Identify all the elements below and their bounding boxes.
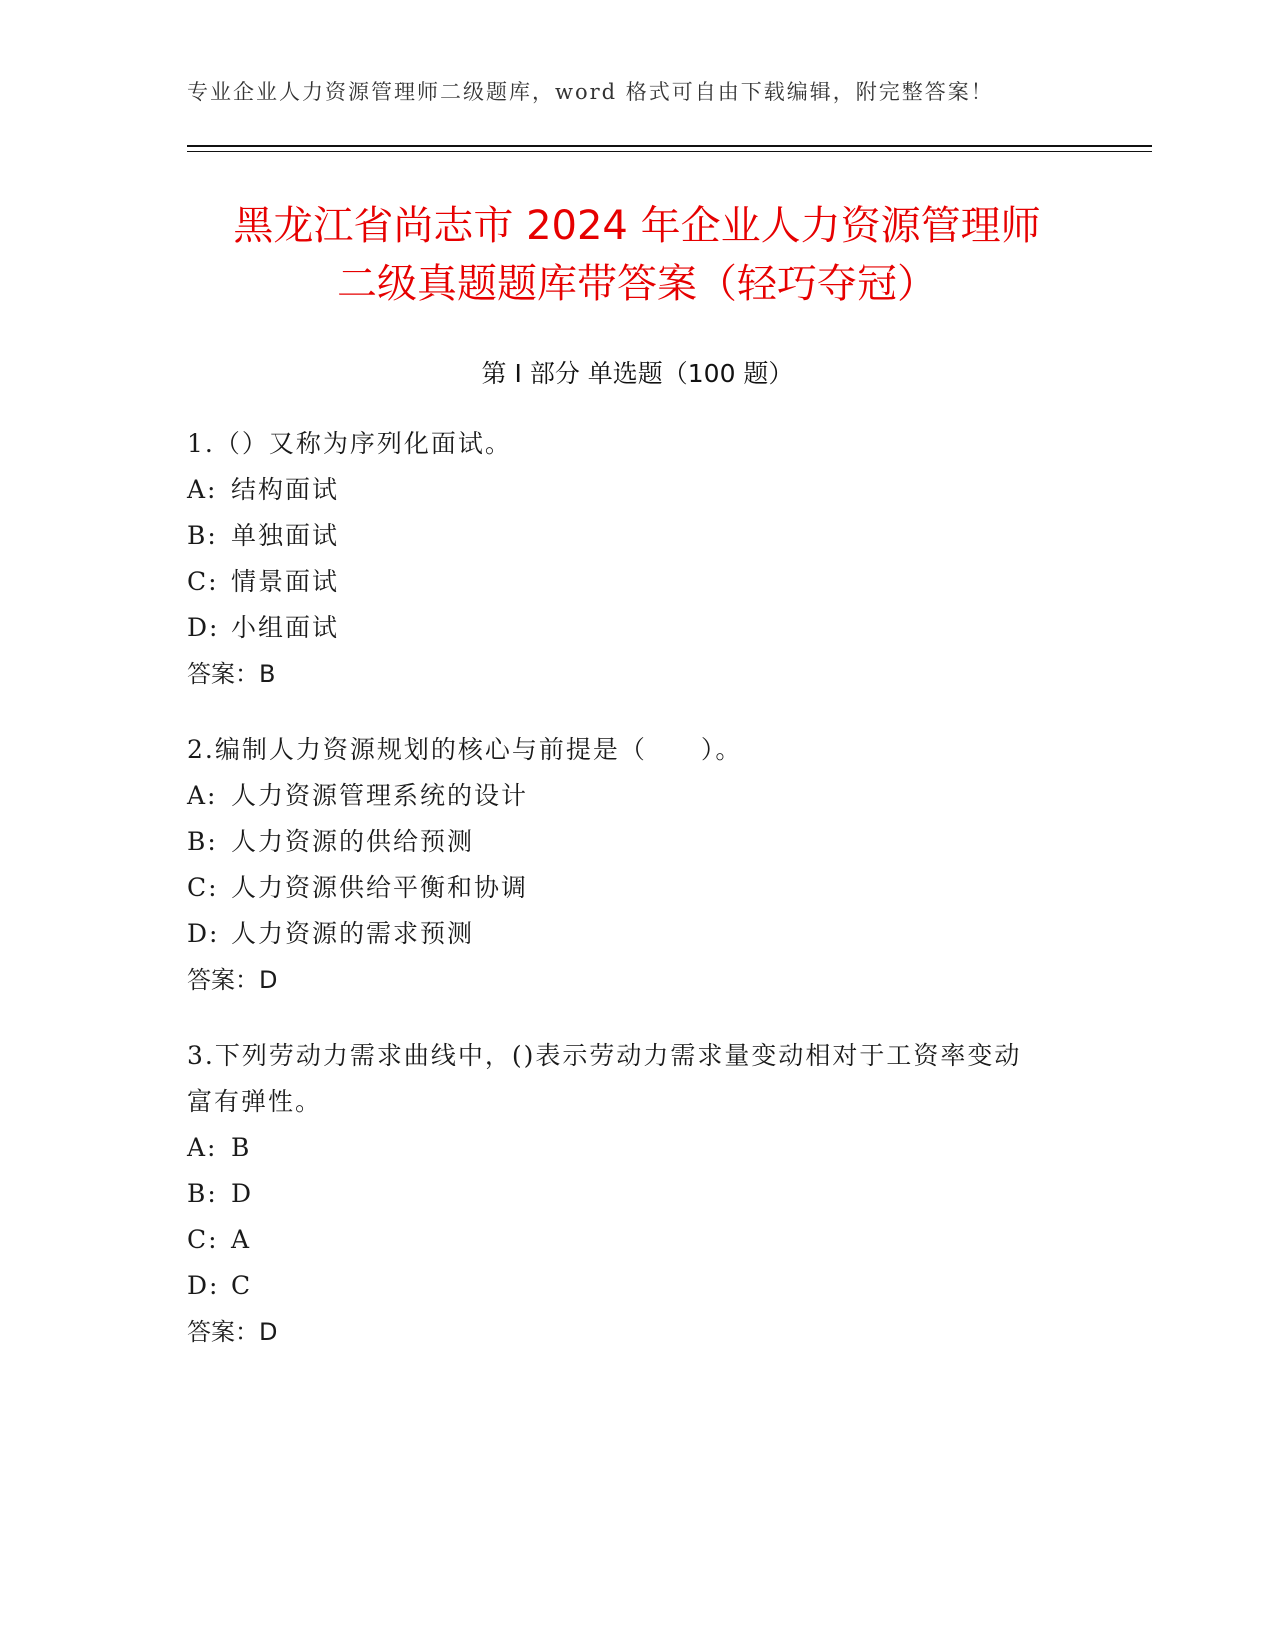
title-line-1: 黑龙江省尚志市 2024 年企业人力资源管理师 bbox=[233, 203, 1041, 249]
option-a bbox=[187, 1125, 1047, 1171]
option-text: 人力资源供给平衡和协调 bbox=[231, 873, 529, 902]
option-letter: D: bbox=[187, 919, 220, 948]
section-title: 第 I 部分 单选题（100 题） bbox=[481, 359, 794, 388]
option-text: 人力资源的供给预测 bbox=[231, 827, 475, 856]
header-rule-thick bbox=[187, 145, 1152, 147]
option-letter: C: bbox=[187, 1225, 219, 1254]
question-stem: 3.下列劳动力需求曲线中，()表示劳动力需求量变动相对于工资率变动富有弹性。 bbox=[187, 1041, 1022, 1116]
option-text: 结构面试 bbox=[231, 475, 340, 504]
question-3 bbox=[187, 1033, 1047, 1355]
option-d bbox=[187, 911, 1067, 957]
option-text: 人力资源的需求预测 bbox=[231, 919, 475, 948]
option-letter: C: bbox=[187, 873, 219, 902]
header-rule-thin bbox=[187, 151, 1152, 152]
option-letter: B: bbox=[187, 1179, 218, 1208]
question-1 bbox=[187, 421, 1067, 697]
question-stem: 1.（）又称为序列化面试。 bbox=[187, 429, 512, 458]
title-line-2: 二级真题题库带答案（轻巧夺冠） bbox=[337, 261, 937, 307]
option-text: D bbox=[231, 1179, 254, 1208]
answer: 答案：B bbox=[187, 660, 276, 688]
question-2 bbox=[187, 727, 1067, 1003]
option-letter: B: bbox=[187, 521, 218, 550]
option-letter: A: bbox=[187, 1133, 218, 1162]
option-a bbox=[187, 773, 1067, 819]
answer: 答案：D bbox=[187, 1318, 278, 1346]
option-text: 人力资源管理系统的设计 bbox=[231, 781, 529, 810]
option-letter: D: bbox=[187, 1271, 220, 1300]
option-c bbox=[187, 559, 1067, 605]
option-a bbox=[187, 467, 1067, 513]
answer: 答案：D bbox=[187, 966, 278, 994]
option-b bbox=[187, 513, 1067, 559]
option-text: 小组面试 bbox=[231, 613, 340, 642]
option-text: A bbox=[231, 1225, 252, 1254]
option-letter: C: bbox=[187, 567, 219, 596]
option-b bbox=[187, 1171, 1047, 1217]
question-stem: 2.编制人力资源规划的核心与前提是（ ）。 bbox=[187, 735, 743, 764]
option-d bbox=[187, 1263, 1047, 1309]
option-text: B bbox=[231, 1133, 252, 1162]
option-letter: B: bbox=[187, 827, 218, 856]
option-b bbox=[187, 819, 1067, 865]
option-letter: A: bbox=[187, 781, 218, 810]
option-text: C bbox=[231, 1271, 253, 1300]
header-note: 专业企业人力资源管理师二级题库，word 格式可自由下载编辑，附完整答案！ bbox=[187, 80, 994, 104]
option-text: 单独面试 bbox=[231, 521, 340, 550]
option-d bbox=[187, 605, 1067, 651]
option-c bbox=[187, 865, 1067, 911]
option-text: 情景面试 bbox=[231, 567, 340, 596]
option-letter: D: bbox=[187, 613, 220, 642]
option-c bbox=[187, 1217, 1047, 1263]
option-letter: A: bbox=[187, 475, 218, 504]
document-title bbox=[187, 197, 1087, 313]
